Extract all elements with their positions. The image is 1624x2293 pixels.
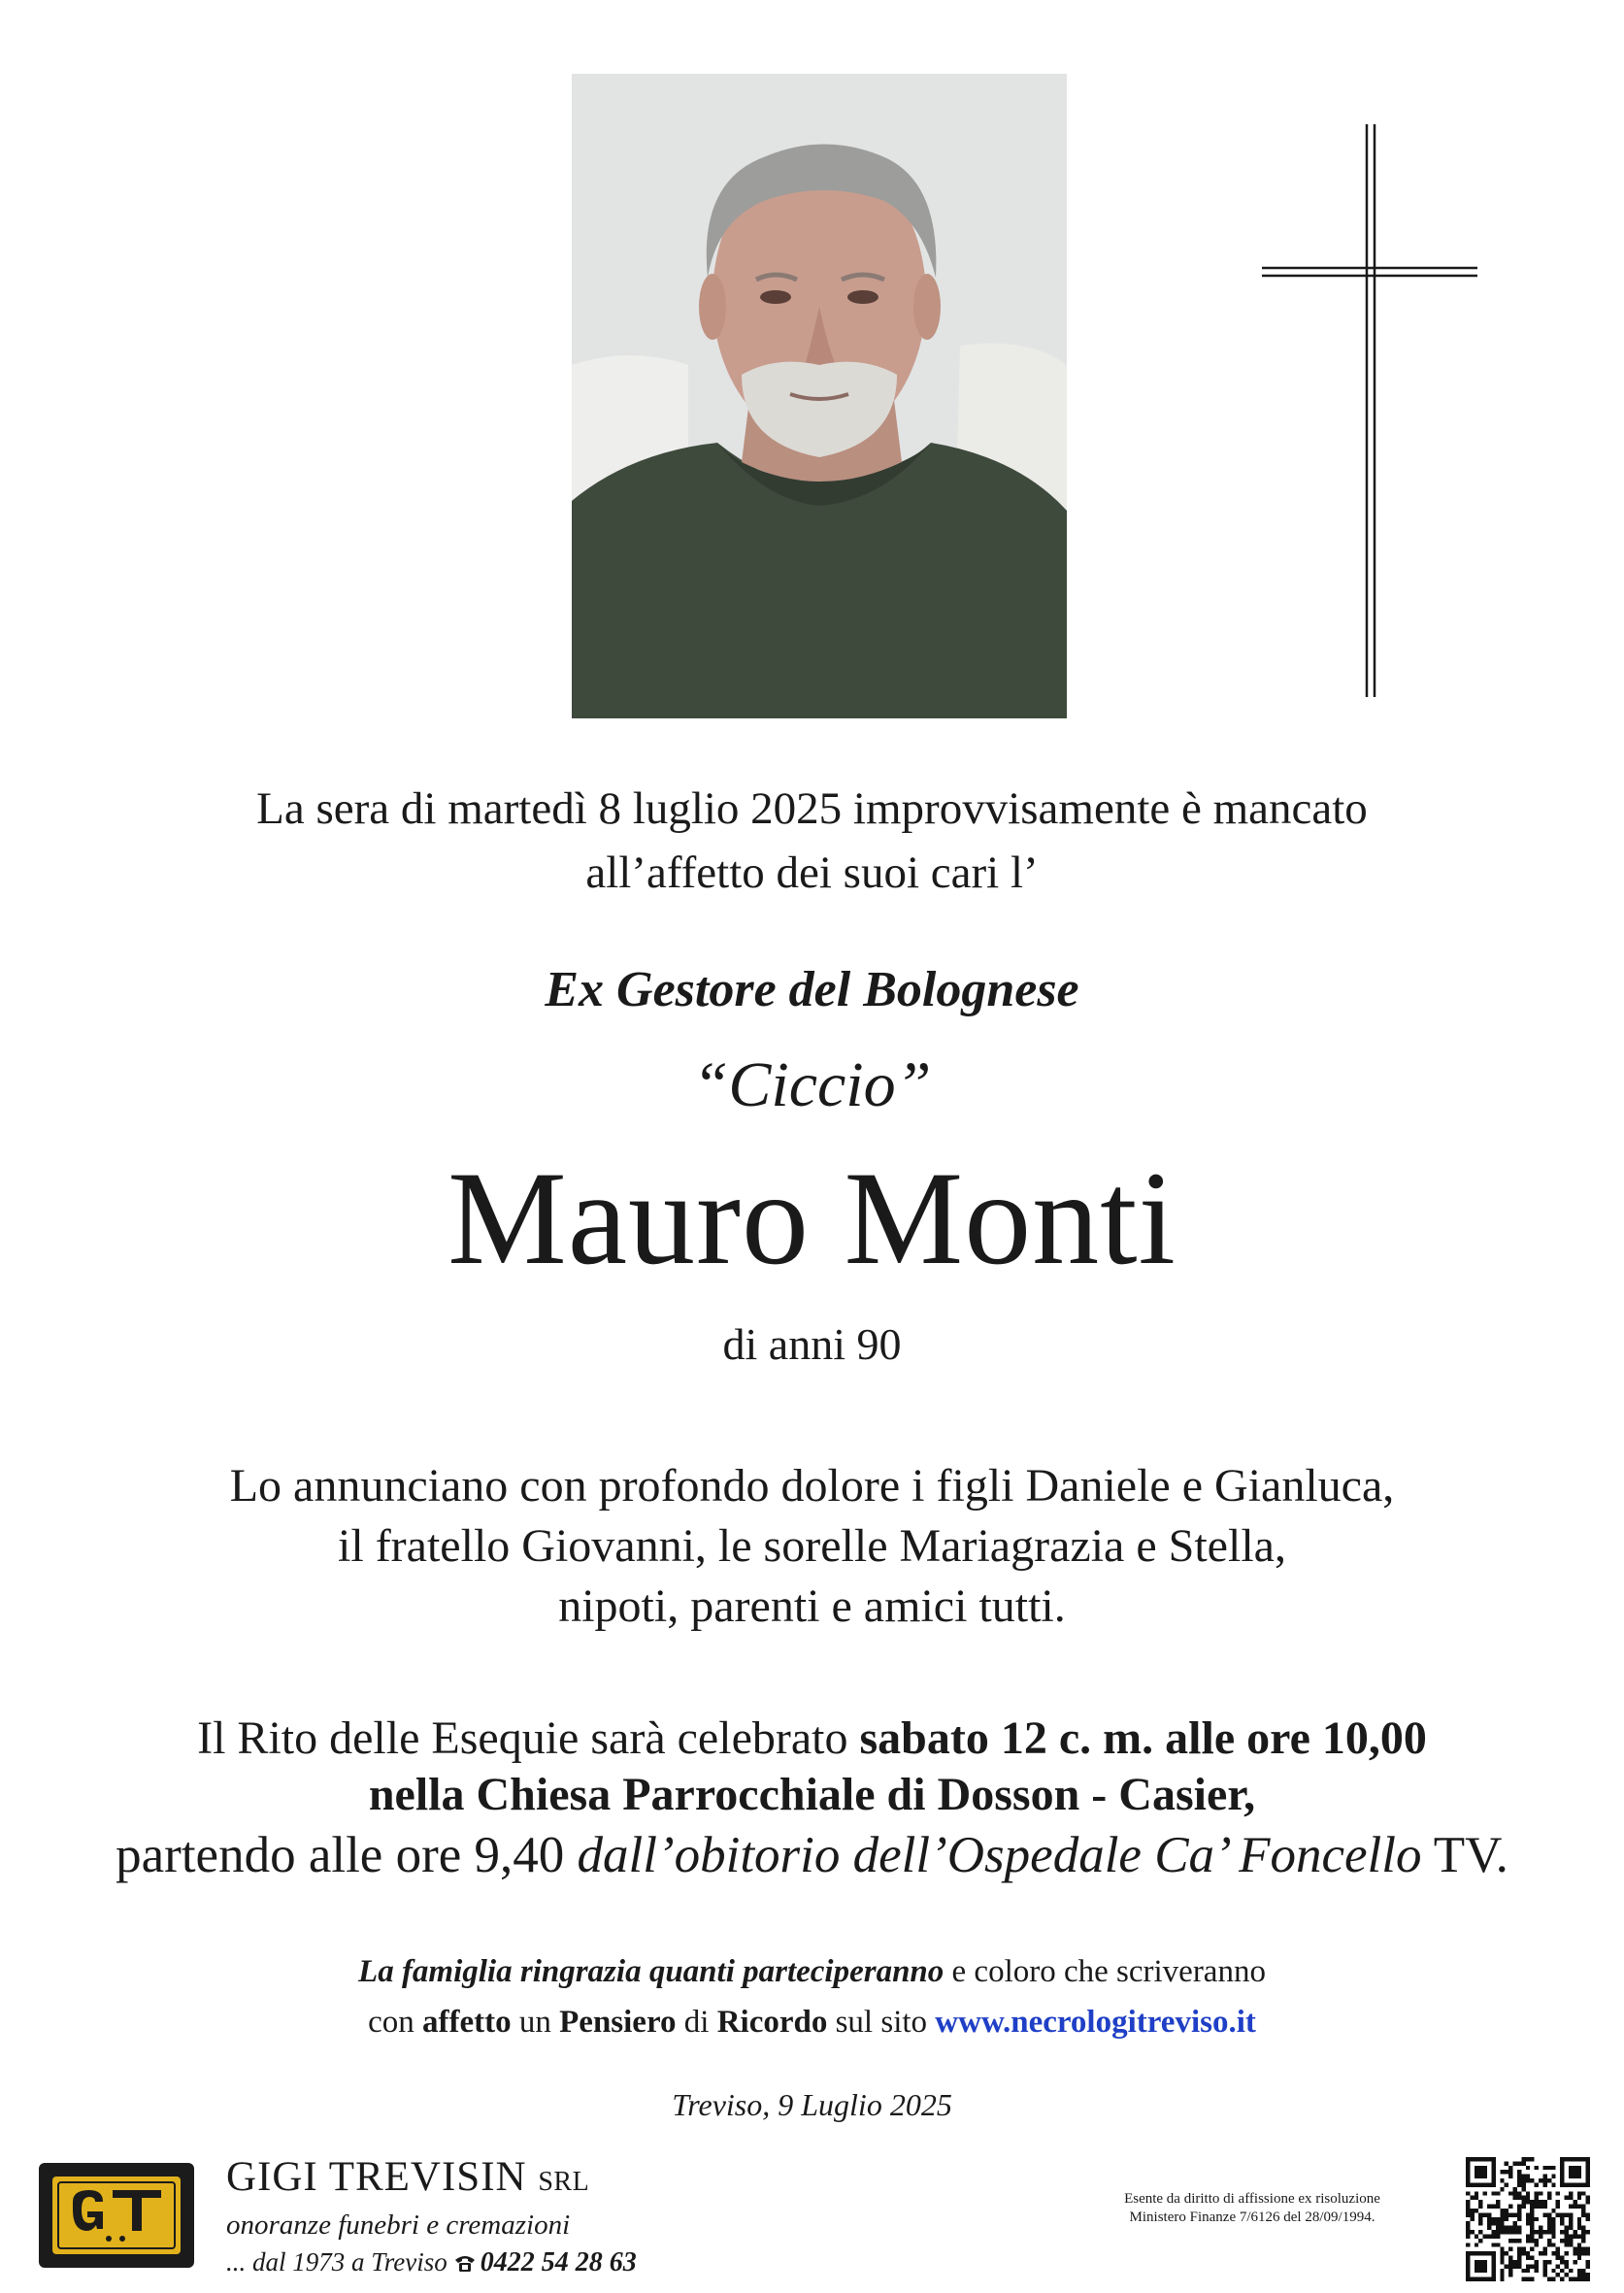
funeral-date-time: sabato 12 c. m. alle ore 10,00	[859, 1712, 1427, 1764]
website-link[interactable]: www.necrologitreviso.it	[935, 2005, 1256, 2040]
announcement-line-3: nipoti, parenti e amici tutti.	[558, 1580, 1066, 1632]
thanks-word-sul-sito: sul sito	[827, 2005, 936, 2040]
company-info	[226, 2153, 731, 2281]
company-suffix: SRL	[538, 2167, 590, 2197]
thanks-line-2	[0, 1997, 1624, 2047]
exemption-line-1: Esente da diritto di affissione ex risoluzione	[1124, 2191, 1380, 2207]
thanks-word-pensiero: Pensiero	[559, 2005, 677, 2040]
intro-text	[0, 777, 1624, 905]
announcement-line-2: il fratello Giovanni, le sorelle Mariagrazia e Stella,	[338, 1520, 1286, 1572]
qr-code[interactable]	[1466, 2157, 1590, 2281]
deceased-nickname: “Ciccio”	[692, 1049, 932, 1120]
intro-line-2: all’affetto dei suoi cari l’	[585, 847, 1039, 898]
cross-icon	[1262, 124, 1477, 697]
thanks-family: La famiglia ringrazia quanti parteciperanno	[358, 1954, 945, 1989]
company-since	[226, 2243, 731, 2281]
exemption-line-2: Ministero Finanze 7/6126 del 28/09/1994.	[1129, 2210, 1375, 2225]
company-subtitle: onoranze funebri e cremazioni	[226, 2210, 571, 2241]
departure-city: TV.	[1421, 1827, 1508, 1883]
deceased-age: di anni 90	[722, 1319, 902, 1369]
thanks-word-di: di	[676, 2005, 717, 2040]
thanks-line-1	[0, 1946, 1624, 1997]
departure-place: dall’obitorio dell’Ospedale Ca’ Foncello	[577, 1827, 1422, 1883]
telephone-icon	[453, 2245, 477, 2265]
funeral-details	[0, 1711, 1624, 1887]
tax-exemption-note	[1087, 2190, 1417, 2227]
funeral-line-2	[0, 1767, 1624, 1823]
company-name	[226, 2153, 731, 2207]
funeral-intro: Il Rito delle Esequie sarà celebrato	[197, 1712, 860, 1764]
announcement-text	[0, 1456, 1624, 1637]
announcement-line-1: Lo annunciano con profondo dolore i figli Daniele e Gianluca,	[229, 1460, 1395, 1512]
deceased-name: Mauro Monti	[447, 1144, 1177, 1292]
portrait-photo	[572, 74, 1067, 718]
thanks-word-affetto: affetto	[422, 2005, 512, 2040]
notice-date: Treviso, 9 Luglio 2025	[672, 2087, 952, 2122]
company-phone[interactable]: 0422 54 28 63	[480, 2247, 637, 2277]
departure-time: partendo alle ore 9,40	[116, 1827, 578, 1883]
deceased-title: Ex Gestore del Bolognese	[545, 962, 1079, 1017]
thanks-word-con: con	[368, 2005, 423, 2040]
company-since-text: ... dal 1973 a Treviso	[226, 2247, 447, 2276]
intro-line-1: La sera di martedì 8 luglio 2025 improvvisamente è mancato	[256, 783, 1368, 834]
funeral-church: nella Chiesa Parrocchiale di Dosson - Casier,	[368, 1769, 1256, 1820]
thanks-word-un: un	[511, 2005, 560, 2040]
company-name-text: GIGI TREVISIN	[226, 2154, 527, 2200]
funeral-line-3	[0, 1823, 1624, 1887]
thanks-word-ricordo: Ricordo	[716, 2005, 828, 2040]
thanks-rest: e coloro che scriveranno	[944, 1954, 1266, 1989]
funeral-line-1	[0, 1711, 1624, 1767]
thanks-text	[0, 1946, 1624, 2047]
company-logo	[39, 2163, 194, 2268]
